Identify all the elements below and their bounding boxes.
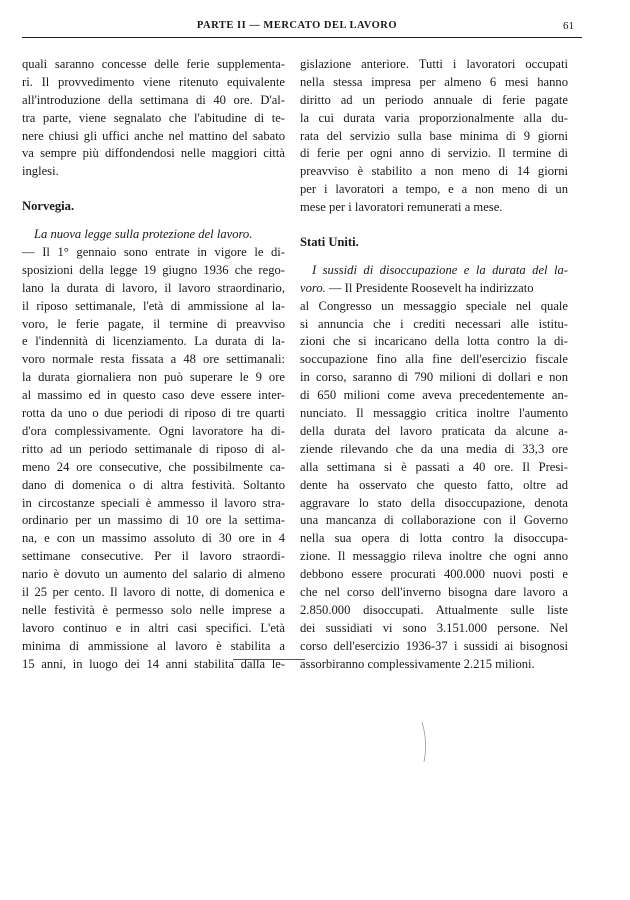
text-line: nelle festività è permesso solo nelle imprese a	[22, 602, 285, 617]
page-number: 61	[563, 20, 574, 32]
text-line: rotta da uno o due periodi di riposo di tre quarti	[22, 406, 285, 421]
text-line: tra parte, viene segnalato che l'abitudine di te-	[22, 110, 285, 125]
text-line: va sempre più diffondendosi nelle maggiori città	[22, 146, 285, 161]
text-line: meno 24 ore consecutive, che possibilmente ca-	[22, 459, 285, 474]
text-line: e l'indennità di licenziamento. La durata di la-	[22, 334, 285, 349]
article-stati-uniti	[300, 262, 568, 673]
text-line: assorbiranno complessivamente 2.215 milioni.	[300, 656, 535, 671]
text-line: sposizioni della legge 19 giugno 1936 che rego-	[22, 262, 285, 277]
text-line: all'introduzione della settimana di 40 ore. D'al-	[22, 92, 285, 107]
article-title: I sussidi di disoccupazione e la durata del la-	[312, 262, 568, 277]
text-line: lano la durata di lavoro, il lavoro straordinario,	[22, 280, 285, 295]
text-line: il riposo settimanale, l'età di ammissione al la-	[22, 298, 285, 313]
text-line: una mancanza di collaborazione con il Governo	[300, 513, 568, 528]
text-line: debbono essere procurati 400.000 nuovi posti e	[300, 567, 568, 582]
text-line: la cui durata varia proporzionalmente alla du-	[300, 110, 568, 125]
text-line: nunciato. Il messaggio critica inoltre l'aumento	[300, 406, 568, 421]
text-line: voro, le ferie pagate, il termine di preavviso	[22, 316, 285, 331]
text-line: — Il 1° gennaio sono entrate in vigore le di-	[22, 245, 285, 260]
running-title: PARTE II — MERCATO DEL LAVORO	[196, 20, 398, 31]
text-line: settimane consecutive. Per il lavoro straordi-	[22, 549, 285, 564]
left-column	[22, 56, 285, 673]
text-line: gislazione anteriore. Tutti i lavoratori occupati	[300, 57, 568, 71]
text-line: nella sua opera di lotta contro la disoccupa-	[300, 531, 568, 546]
text-line: della durata del lavoro praticata da alcune a-	[300, 423, 568, 438]
article-title: La nuova legge sulla protezione del lavoro.	[34, 227, 253, 242]
text-line: inglesi.	[22, 164, 59, 179]
text-line	[300, 280, 568, 298]
text-line: ordinario per un massimo di 10 ore la settima-	[22, 513, 285, 528]
text-line: ziende rilevando che da una media di 33,3 ore	[300, 441, 568, 456]
text-line: ritto ad un periodo settimanale di riposo di al-	[22, 441, 285, 456]
text-line: alla settimana si è passati a 40 ore. Il Presi-	[300, 459, 568, 474]
article-norvegia	[22, 226, 285, 673]
closing-rule	[233, 659, 305, 660]
text-line: zione. Il messaggio rileva inoltre che ogni anno	[300, 549, 568, 564]
intro-paragraph	[22, 56, 285, 181]
text-line: di 650 milioni come aveva precedentemente an-	[300, 388, 568, 403]
header-rule	[22, 37, 582, 38]
text-line: dente ha osservato che questo fatto, oltre ad	[300, 477, 568, 492]
section-heading-stati-uniti: Stati Uniti.	[300, 235, 359, 250]
text-line: in corso, saranno di 790 milioni di dollari e non	[300, 370, 568, 385]
text-line: si annuncia che i crediti necessari alle istitu-	[300, 316, 568, 331]
text-line: 15 anni, in luogo dei 14 anni stabilita dalla le-	[22, 656, 285, 671]
article-title-end: voro.	[300, 280, 326, 295]
text-line: nario è dovuto un aumento del salario di almeno	[22, 567, 285, 582]
text-line: voro normale resta fissata a 48 ore settimanali:	[22, 352, 285, 367]
text-line: nere chiusi gli uffici anche nel mattino del sabato	[22, 128, 285, 143]
text-line: 2.850.000 disoccupati. Attualmente sulle liste	[300, 602, 568, 617]
text-line: preavviso è stabilito a non meno di 14 giorni	[300, 164, 568, 179]
text-line: ri. Il provvedimento viene ritenuto equivalente	[22, 74, 285, 89]
text-line: nella stessa impresa per almeno 6 mesi hanno	[300, 74, 568, 89]
section-heading-norvegia: Norvegia.	[22, 199, 75, 214]
text-line: in circostanze speciali è ammesso il lavoro stra-	[22, 495, 285, 510]
text-line: al massimo ed in questo caso deve essere inter-	[22, 388, 285, 403]
text-line: minima di ammissione al lavoro è stabilita a	[22, 638, 285, 653]
text-line: soccupazione fino alla fine dell'esercizio fiscale	[300, 352, 568, 367]
text-line: d'ora complessivamente. Ogni lavoratore ha di-	[22, 423, 285, 438]
text-line: zioni che si incaricano della lotta contro la di-	[300, 334, 568, 349]
text-line: al Congresso un messaggio speciale nel quale	[300, 298, 568, 313]
text-line: corso dell'esercizio 1936-37 i sussidi ai bisognosi	[300, 638, 568, 653]
page-header	[22, 20, 572, 40]
text-line: aggravare lo stato della disoccupazione, denota	[300, 495, 568, 510]
text-line: dei sussidiati vi sono 3.151.000 persone. Nel	[300, 620, 568, 635]
text-line: diritto ad un periodo annuale di ferie pagate	[300, 92, 568, 107]
continued-paragraph	[300, 56, 568, 217]
text-line: lavoro continuo e in altri casi specifici. L'età	[22, 620, 285, 635]
scan-mark	[420, 722, 430, 762]
text-line: che nel corso dell'inverno bisogna dare lavoro a	[300, 584, 568, 599]
text-line: il 25 per cento. Il lavoro di notte, di domenica e	[22, 584, 285, 599]
right-column	[300, 56, 568, 673]
text-line: mese per i lavoratori remunerati a mese.	[300, 200, 503, 215]
text-line: na, e con un massimo assoluto di 30 ore in 4	[22, 531, 285, 546]
text-line: quali saranno concesse delle ferie supplementa-	[22, 57, 285, 71]
text-fragment: — Il Presidente Roosevelt ha indirizzato	[328, 280, 534, 295]
text-line: per i lavoratori a tempo, e a non meno di un	[300, 182, 568, 197]
text-line: di ferie per ogni anno di servizio. Il termine di	[300, 146, 568, 161]
text-line: la durata giornaliera non può superare le 9 ore	[22, 370, 285, 385]
text-line: dano di domenica o di altra festività. Soltanto	[22, 477, 285, 492]
text-line: rata del servizio sulla base minima di 9 giorni	[300, 128, 568, 143]
